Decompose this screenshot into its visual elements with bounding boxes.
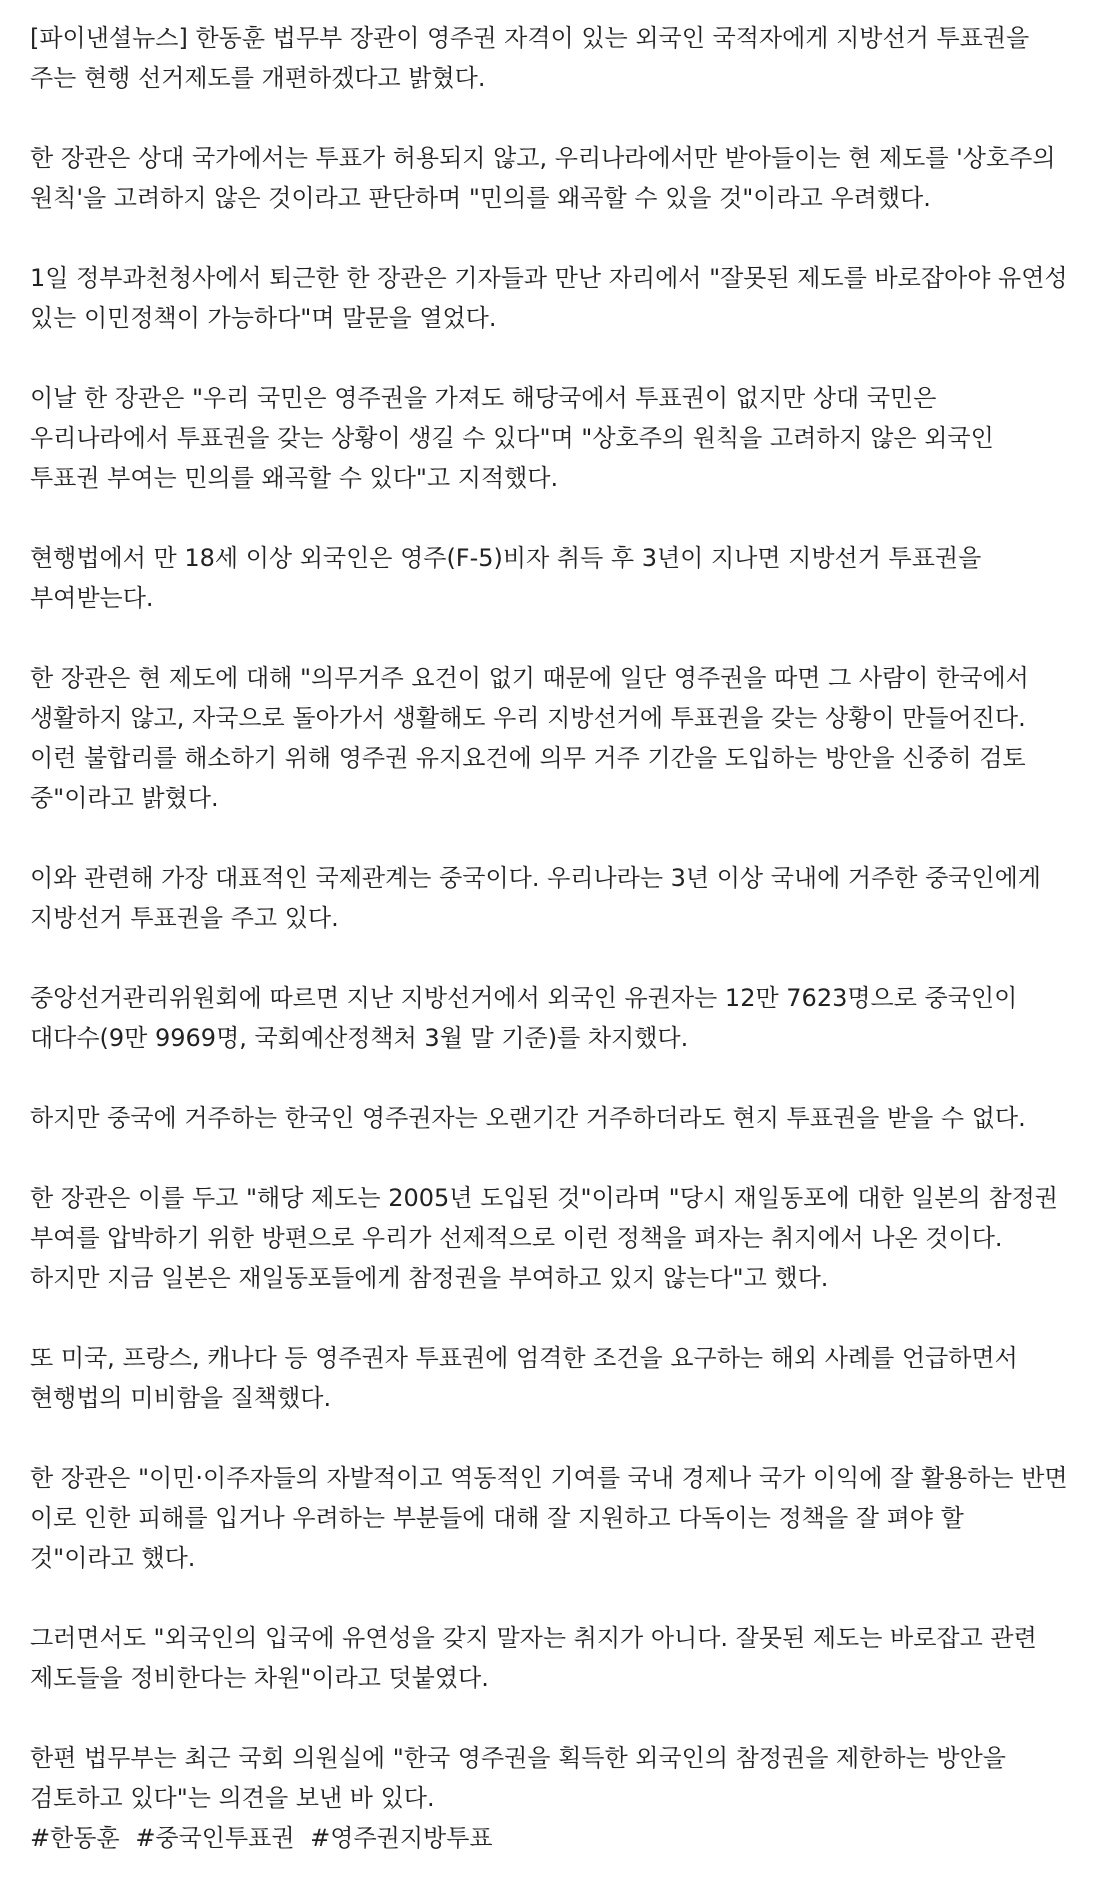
- hashtag-link[interactable]: #중국인투표권: [135, 1824, 295, 1852]
- paragraph-9: 하지만 중국에 거주하는 한국인 영주권자는 오랜기간 거주하더라도 현지 투표권을 받을 수 없다.: [30, 1104, 1026, 1132]
- paragraph-8: 중앙선거관리위원회에 따르면 지난 지방선거에서 외국인 유권자는 12만 7623명으로 중국인이 대다수(9만 9969명, 국회예산정책처 3월 말 기준)를 차지했다.: [30, 984, 1018, 1052]
- paragraph-13: 그러면서도 "외국인의 입국에 유연성을 갖지 말자는 취지가 아니다. 잘못된 제도는 바로잡고 관련 제도들을 정비한다는 차원"이라고 덧붙였다.: [30, 1624, 1037, 1692]
- paragraph-3: 1일 정부과천청사에서 퇴근한 한 장관은 기자들과 만난 자리에서 "잘못된 제도를 바로잡아야 유연성 있는 이민정책이 가능하다"며 말문을 열었다.: [30, 264, 1068, 332]
- paragraph-6: 한 장관은 현 제도에 대해 "의무거주 요건이 없기 때문에 일단 영주권을 따면 그 사람이 한국에서 생활하지 않고, 자국으로 돌아가서 생활해도 우리 지방선거에 투표권을 갖는 상황이 만들어진다. 이런 불합리를 해소하기 위해 영주권 유지요건에 의무 거주 기간을 도입하는 방안을 신중히 검토 중"이라고 밝혔다.: [30, 664, 1029, 812]
- paragraph-2: 한 장관은 상대 국가에서는 투표가 허용되지 않고, 우리나라에서만 받아들이는 현 제도를 '상호주의 원칙'을 고려하지 않은 것이라고 판단하며 "민의를 왜곡할 수 있을 것"이라고 우려했다.: [30, 144, 1056, 212]
- paragraph-10: 한 장관은 이를 두고 "해당 제도는 2005년 도입된 것"이라며 "당시 재일동포에 대한 일본의 참정권 부여를 압박하기 위한 방편으로 우리가 선제적으로 이런 정책을 펴자는 취지에서 나온 것이다. 하지만 지금 일본은 재일동포들에게 참정권을 부여하고 있지 않는다"고 했다.: [30, 1184, 1058, 1292]
- paragraph-5: 현행법에서 만 18세 이상 외국인은 영주(F-5)비자 취득 후 3년이 지나면 지방선거 투표권을 부여받는다.: [30, 544, 982, 612]
- paragraph-7: 이와 관련해 가장 대표적인 국제관계는 중국이다. 우리나라는 3년 이상 국내에 거주한 중국인에게 지방선거 투표권을 주고 있다.: [30, 864, 1041, 932]
- hashtag-list: [30, 1818, 1072, 1858]
- paragraph-1: [파이낸셜뉴스] 한동훈 법무부 장관이 영주권 자격이 있는 외국인 국적자에게 지방선거 투표권을 주는 현행 선거제도를 개편하겠다고 밝혔다.: [30, 24, 1030, 92]
- hashtag-link[interactable]: #영주권지방투표: [310, 1824, 493, 1852]
- hashtag-link[interactable]: #한동훈: [30, 1824, 120, 1852]
- paragraph-4: 이날 한 장관은 "우리 국민은 영주권을 가져도 해당국에서 투표권이 없지만 상대 국민은 우리나라에서 투표권을 갖는 상황이 생길 수 있다"며 "상호주의 원칙을 고려하지 않은 외국인 투표권 부여는 민의를 왜곡할 수 있다"고 지적했다.: [30, 384, 994, 492]
- paragraph-14: 한편 법무부는 최근 국회 의원실에 "한국 영주권을 획득한 외국인의 참정권을 제한하는 방안을 검토하고 있다"는 의견을 보낸 바 있다.: [30, 1744, 1006, 1812]
- paragraph-11: 또 미국, 프랑스, 캐나다 등 영주권자 투표권에 엄격한 조건을 요구하는 해외 사례를 언급하면서 현행법의 미비함을 질책했다.: [30, 1344, 1018, 1412]
- paragraph-12: 한 장관은 "이민·이주자들의 자발적이고 역동적인 기여를 국내 경제나 국가 이익에 잘 활용하는 반면 이로 인한 피해를 입거나 우려하는 부분들에 대해 잘 지원하고 다독이는 정책을 잘 펴야 할 것"이라고 했다.: [30, 1464, 1068, 1572]
